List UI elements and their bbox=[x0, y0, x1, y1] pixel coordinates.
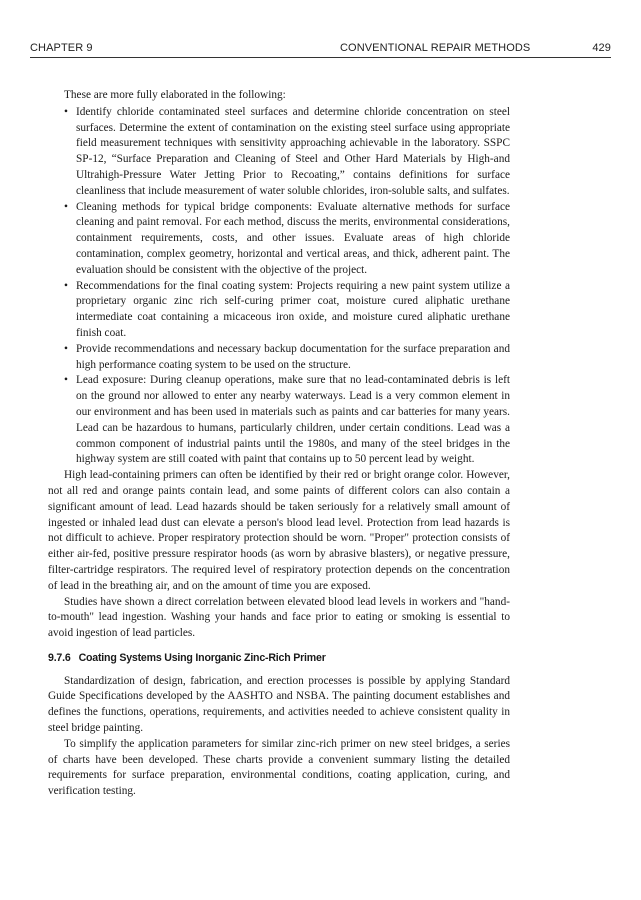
bullet-text: Recommendations for the final coating system: Projects requiring a new paint system utilize a proprietary organic zinc rich self-curing primer coat, moisture cured aliphatic urethane intermediate coat containing a micaceous iron oxide, and moisture cured aliphatic urethane finish coat. bbox=[76, 279, 510, 339]
paragraph-lead-primers: High lead-containing primers can often be identified by their red or bright orange color. However, not all red and orange paints contain lead, and some paints of different colors can also contain a significant amount of lead. Lead hazards should be taken seriously for a relatively small amount of ingested or inhaled lead dust can elevate a person's blood lead level. Protection from lead hazards is not difficult to achieve. Proper respiratory protection should be worn. "Proper" protection consists of either air-fed, positive pressure respirator hoods (as worn by abrasive blasters), or negative pressure, filter-cartridge respirators. The required level of respiratory protection depends on the concentration of lead in the breathing air, and on the amount of time you are exposed. bbox=[48, 469, 510, 592]
intro-line: These are more fully elaborated in the following: bbox=[64, 89, 286, 101]
header-rule bbox=[30, 57, 611, 58]
page-body bbox=[48, 88, 510, 800]
bullet-text: Identify chloride contaminated steel surfaces and determine chloride concentration on steel surfaces. Determine the extent of contamination on the existing steel surface using appropriate field measurement techniques with sensitivity approaching achievable in the laboratory. SSPC SP-12, “Surface Preparation and Cleaning of Steel and Other Hard Materials by High-and Ultrahigh-Pressure Water Jetting Prior to Recoating,” contains definitions for surface cleanliness that include measurement of water soluble chlorides, iron-soluble salts, and sulfates. bbox=[76, 105, 510, 197]
bullet-text: Provide recommendations and necessary backup documentation for the surface preparation and high performance coating system to be used on the structure. bbox=[76, 342, 510, 371]
list-item bbox=[48, 200, 510, 279]
bullet-icon: • bbox=[64, 200, 68, 213]
paragraph-standardization: Standardization of design, fabrication, and erection processes is possible by applying Standard Guide Specifications developed by the AASHTO and NSBA. The painting document establishes and defines the functions, operations, requirements, and activities needed to achieve consistent quality in steel bridge painting. bbox=[48, 674, 510, 735]
paragraph-charts: To simplify the application parameters for similar zinc-rich primer on new steel bridges, a series of charts have been developed. These charts provide a convenient summary listing the detailed requirements for surface preparation, environmental conditions, coating application, curing, and verification testing. bbox=[48, 737, 510, 798]
page-number: 429 bbox=[592, 42, 611, 54]
chapter-title: CONVENTIONAL REPAIR METHODS bbox=[340, 42, 531, 54]
bullet-text: Lead exposure: During cleanup operations, make sure that no lead-contaminated debris is left on the ground nor allowed to enter any nearby waterways. Lead is a very common element in our environment and has been used in materials such as paints and car batteries for many years. Lead can be hazardous to humans, particularly children, under certain conditions. Lead was a common component of industrial paints until the 1980s, and many of the steel bridges in the highway system are still coated with paint that contains up to 50 percent lead by weight. bbox=[76, 374, 510, 466]
bullet-icon: • bbox=[64, 279, 68, 292]
section-title: Coating Systems Using Inorganic Zinc-Rich Primer bbox=[78, 651, 326, 664]
running-header bbox=[30, 40, 611, 60]
list-item bbox=[48, 279, 510, 342]
paragraph-lead-studies: Studies have shown a direct correlation between elevated blood lead levels in workers and "hand-to-mouth" lead ingestion. Washing your hands and face prior to eating or smoking is essential to avoid ingestion of lead particles. bbox=[48, 595, 510, 640]
bullet-list bbox=[48, 105, 510, 468]
bullet-icon: • bbox=[64, 342, 68, 355]
list-item bbox=[48, 342, 510, 374]
bullet-icon: • bbox=[64, 105, 68, 118]
chapter-label: CHAPTER 9 bbox=[30, 42, 93, 54]
list-item bbox=[48, 373, 510, 468]
bullet-text: Cleaning methods for typical bridge components: Evaluate alternative methods for surface cleaning and paint removal. For each method, discuss the merits, environmental considerations, containment requirements, costs, and other issues. Evaluate areas of high chloride contamination, complex geometry, horizontal and vertical areas, and thick, adherent paint. The evaluation should be consistent with the objective of the project. bbox=[76, 200, 510, 276]
section-number: 9.7.6 bbox=[48, 651, 71, 664]
list-item bbox=[48, 105, 510, 200]
bullet-icon: • bbox=[64, 374, 68, 387]
section-heading bbox=[48, 651, 510, 667]
